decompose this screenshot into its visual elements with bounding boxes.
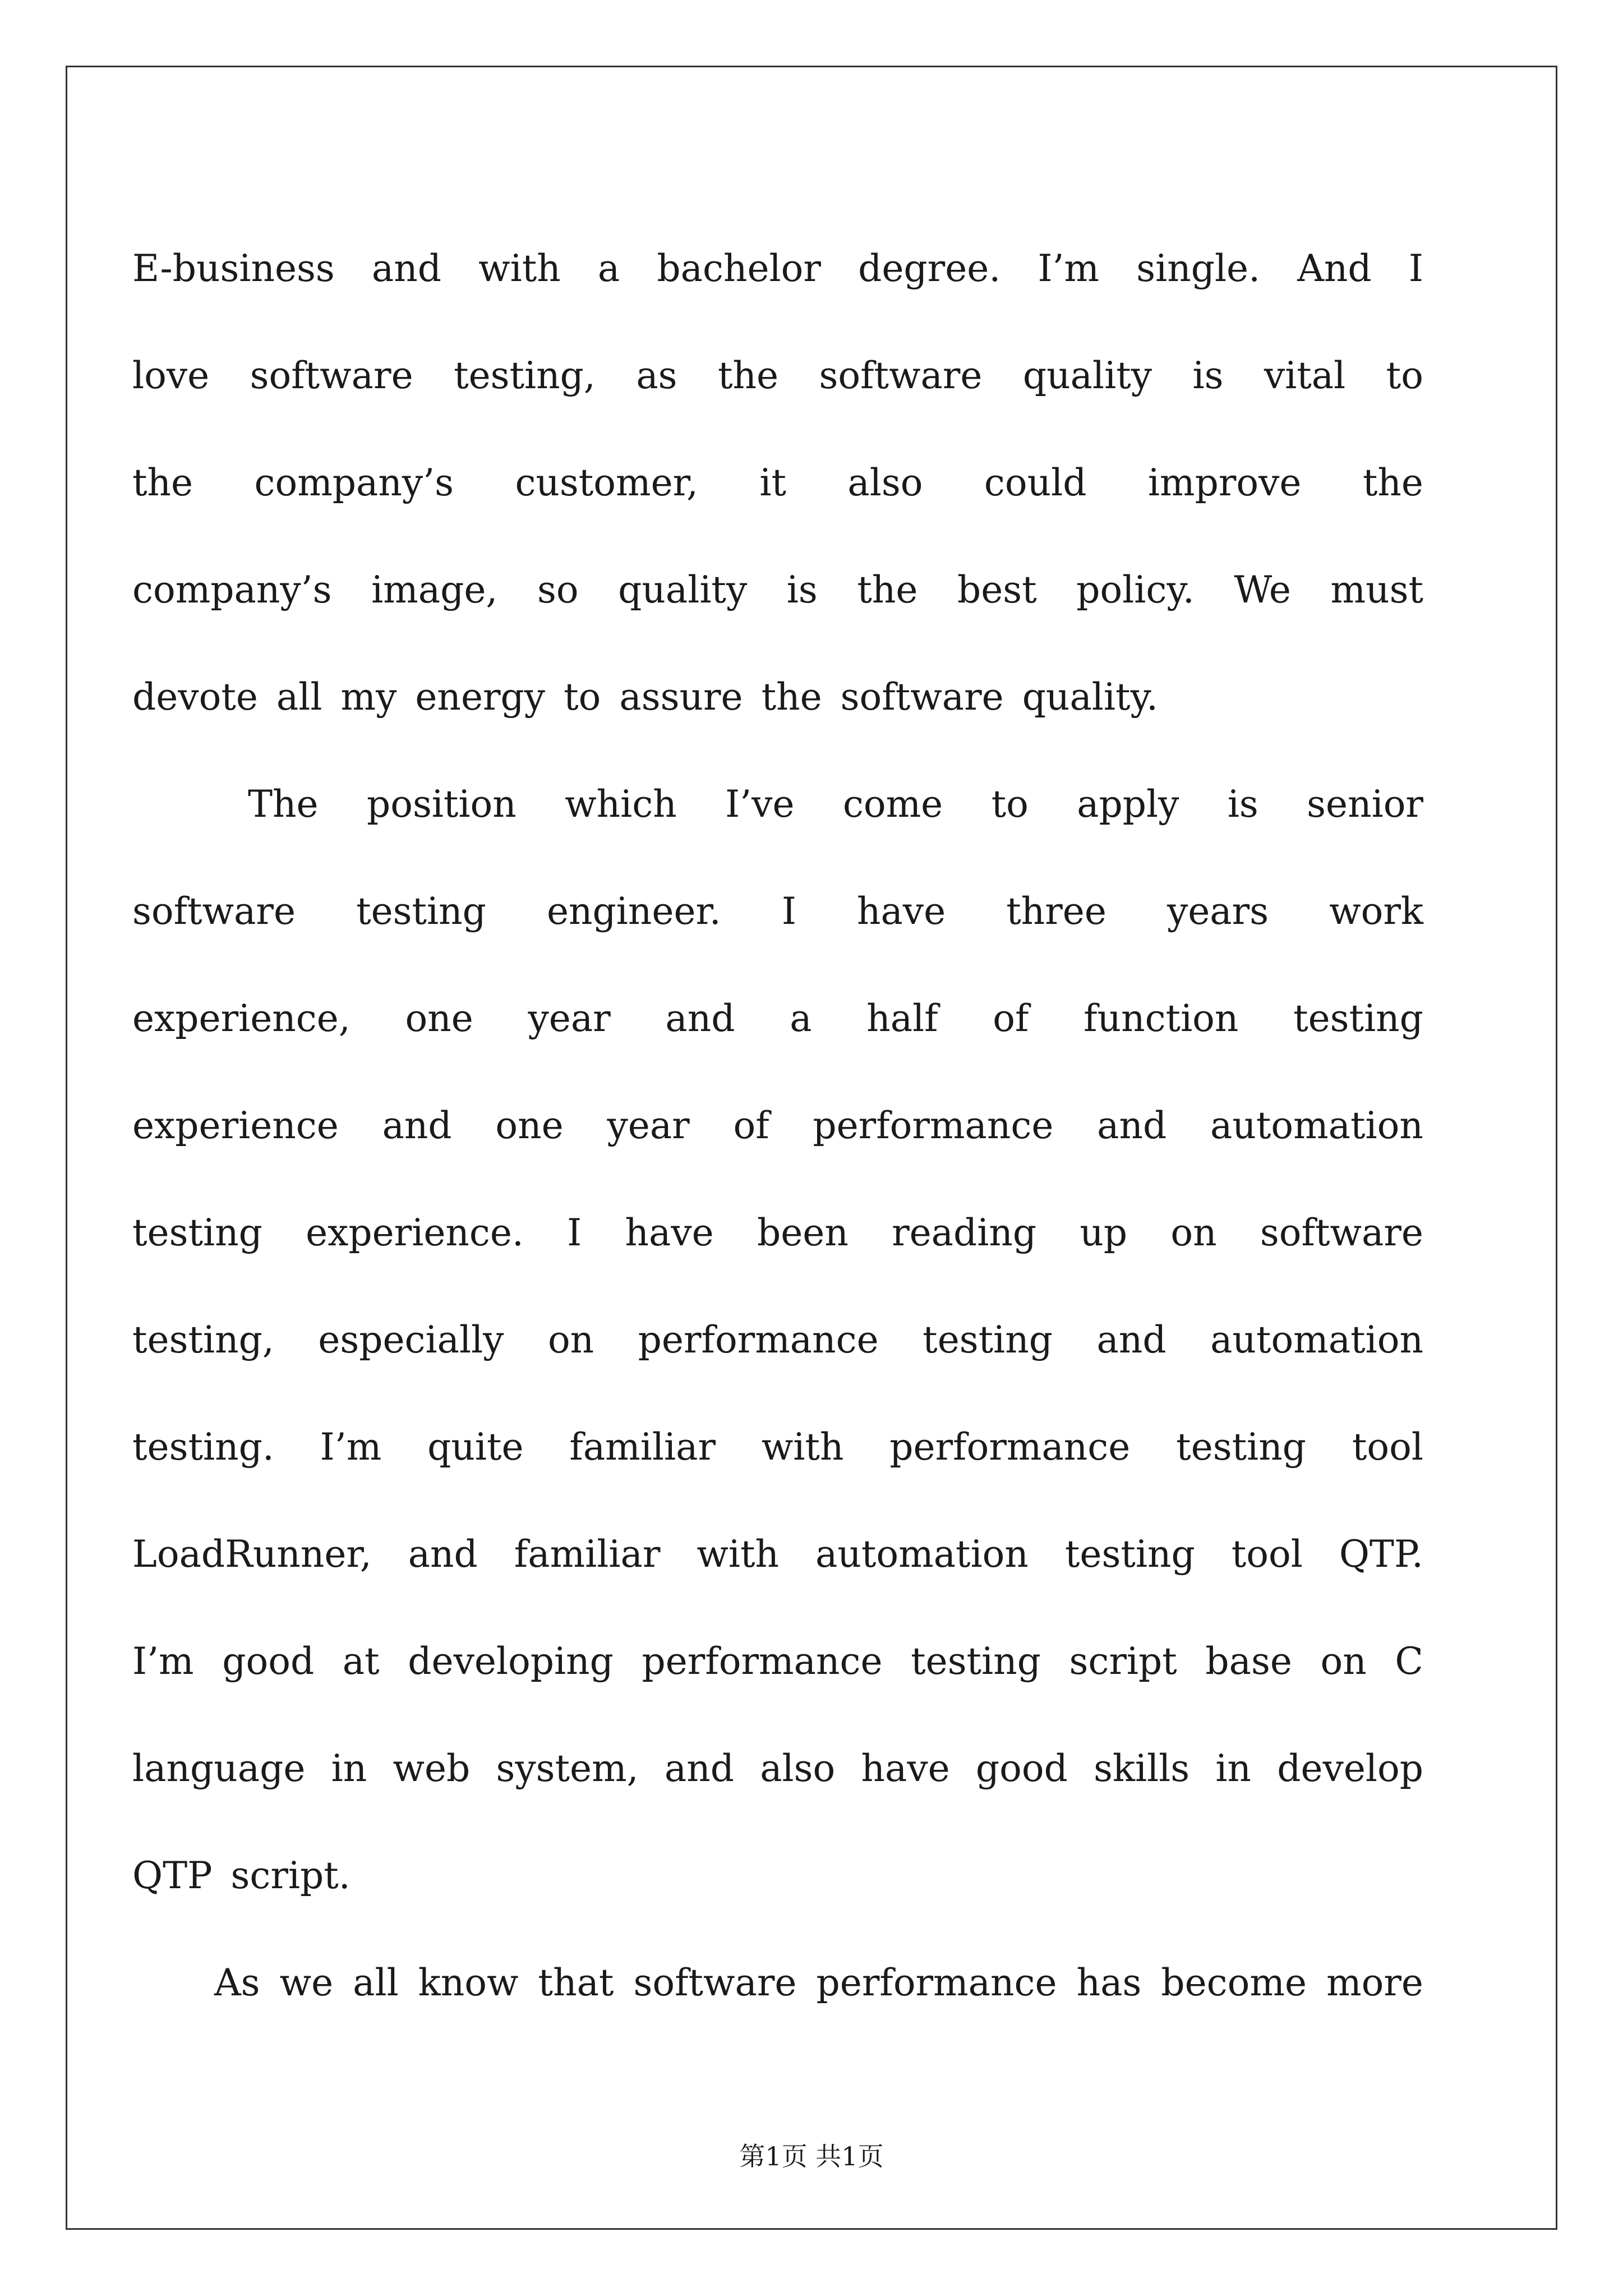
word: must <box>1330 568 1423 611</box>
word: The <box>248 783 319 826</box>
word: especially <box>318 1318 504 1361</box>
word: tool <box>1352 1425 1423 1469</box>
word: and <box>1096 1318 1166 1361</box>
word: quite <box>427 1425 524 1469</box>
word: As <box>214 1961 260 2004</box>
text-line <box>132 1929 1423 2036</box>
word: have <box>861 1747 950 1790</box>
text-line <box>132 1393 1423 1501</box>
word: automation <box>1210 1104 1423 1147</box>
word: that <box>538 1961 614 2004</box>
word: more <box>1326 1961 1423 2004</box>
word: We <box>1234 568 1291 611</box>
word: testing <box>356 890 486 933</box>
word: and <box>371 247 441 290</box>
word: LoadRunner, <box>132 1533 372 1576</box>
word: my <box>340 675 397 719</box>
word: good <box>975 1747 1068 1790</box>
word: best <box>957 568 1037 611</box>
word: the <box>132 461 193 504</box>
word: with <box>761 1425 844 1469</box>
word: I <box>781 890 796 933</box>
word: of <box>993 997 1029 1040</box>
word: base <box>1205 1640 1292 1683</box>
word: to <box>991 783 1029 826</box>
word: function <box>1083 997 1239 1040</box>
word: bachelor <box>657 247 821 290</box>
word: company’s <box>254 461 454 504</box>
word: performance <box>642 1640 883 1683</box>
word: experience. <box>306 1211 524 1254</box>
word: work <box>1329 890 1423 933</box>
word: years <box>1166 890 1269 933</box>
word: script <box>1069 1640 1177 1683</box>
word: and <box>1097 1104 1167 1147</box>
word: the <box>761 675 822 719</box>
word: energy <box>415 675 546 719</box>
word: devote <box>132 675 258 719</box>
word: software <box>1260 1211 1423 1254</box>
word: customer, <box>515 461 698 504</box>
word: testing <box>1293 997 1423 1040</box>
word: have <box>625 1211 714 1254</box>
page-number-footer: 第1页 共1页 <box>739 2141 884 2171</box>
word: develop <box>1277 1747 1423 1790</box>
word: I’ve <box>725 783 795 826</box>
word: software <box>132 890 296 933</box>
word: the <box>717 354 779 397</box>
word: all <box>353 1961 399 2004</box>
word: skills <box>1094 1747 1190 1790</box>
word: engineer. <box>546 890 721 933</box>
word: also <box>847 461 923 504</box>
word: developing <box>408 1640 614 1683</box>
text-line <box>132 1179 1423 1286</box>
word: in <box>1215 1747 1251 1790</box>
word: degree. <box>858 247 1001 290</box>
word: quality <box>1022 354 1152 397</box>
word: testing, <box>454 354 596 397</box>
word: to <box>1386 354 1423 397</box>
text-line <box>132 536 1423 643</box>
word: all <box>276 675 322 719</box>
word: on <box>1320 1640 1367 1683</box>
word: year <box>528 997 611 1040</box>
word: testing <box>923 1318 1053 1361</box>
word: I’m <box>320 1425 382 1469</box>
word: E-business <box>132 247 335 290</box>
word: single. <box>1136 247 1261 290</box>
word: software <box>819 354 983 397</box>
word: one <box>405 997 473 1040</box>
word: I’m <box>1038 247 1100 290</box>
word: testing <box>1064 1533 1195 1576</box>
text-line <box>132 1286 1423 1393</box>
word: on <box>1170 1211 1217 1254</box>
word: senior <box>1307 783 1423 826</box>
word: software <box>633 1961 797 2004</box>
word: half <box>866 997 938 1040</box>
word: have <box>856 890 946 933</box>
word: to <box>564 675 601 719</box>
word: one <box>495 1104 564 1147</box>
word: quality <box>618 568 748 611</box>
text-line <box>132 1072 1423 1179</box>
word: year <box>607 1104 690 1147</box>
word: and <box>408 1533 478 1576</box>
word: the <box>857 568 918 611</box>
word: web <box>393 1747 471 1790</box>
word: automation <box>1210 1318 1423 1361</box>
word: quality. <box>1022 675 1159 719</box>
text-line <box>132 1715 1423 1822</box>
word: testing, <box>132 1318 274 1361</box>
word: as <box>636 354 677 397</box>
word: And <box>1297 247 1372 290</box>
word: a <box>597 247 620 290</box>
word: the <box>1362 461 1423 504</box>
word: and <box>664 1747 734 1790</box>
word: testing <box>911 1640 1041 1683</box>
word: testing <box>132 1211 262 1254</box>
text-line <box>132 322 1423 429</box>
text-line <box>132 643 1423 751</box>
word: is <box>1192 354 1224 397</box>
word: performance <box>638 1318 879 1361</box>
text-line <box>132 965 1423 1072</box>
text-line <box>132 1501 1423 1608</box>
word: tool <box>1231 1533 1303 1576</box>
word: which <box>565 783 677 826</box>
word: I’m <box>132 1640 194 1683</box>
word: assure <box>619 675 743 719</box>
word: performance <box>816 1961 1057 2004</box>
word: QTP. <box>1339 1533 1423 1576</box>
word: software <box>250 354 413 397</box>
word: a <box>790 997 812 1040</box>
text-line <box>132 429 1423 536</box>
word: QTP <box>132 1854 213 1897</box>
word: is <box>1227 783 1258 826</box>
text-line <box>132 215 1423 322</box>
word: policy. <box>1076 568 1195 611</box>
word: I <box>567 1211 582 1254</box>
word: it <box>759 461 787 504</box>
word: could <box>984 461 1087 504</box>
word: become <box>1161 1961 1307 2004</box>
word: familiar <box>569 1425 716 1469</box>
word: image, <box>371 568 498 611</box>
word: of <box>733 1104 769 1147</box>
word: so <box>537 568 579 611</box>
word: and <box>382 1104 452 1147</box>
word: been <box>757 1211 849 1254</box>
word: performance <box>813 1104 1054 1147</box>
word: system, <box>496 1747 639 1790</box>
word: improve <box>1147 461 1302 504</box>
text-line <box>132 1608 1423 1715</box>
word: also <box>760 1747 836 1790</box>
word: vital <box>1264 354 1346 397</box>
text-line <box>132 1822 1423 1929</box>
word: C <box>1395 1640 1423 1683</box>
word: software <box>840 675 1004 719</box>
word: with <box>478 247 561 290</box>
document-body <box>132 215 1423 2036</box>
word: testing <box>1176 1425 1307 1469</box>
word: familiar <box>514 1533 661 1576</box>
word: performance <box>889 1425 1131 1469</box>
word: has <box>1076 1961 1142 2004</box>
word: I <box>1408 247 1423 290</box>
word: company’s <box>132 568 332 611</box>
word: at <box>342 1640 380 1683</box>
word: come <box>842 783 943 826</box>
word: on <box>547 1318 594 1361</box>
word: in <box>331 1747 367 1790</box>
word: love <box>132 354 210 397</box>
text-line <box>132 751 1423 858</box>
word: experience <box>132 1104 339 1147</box>
word: up <box>1080 1211 1128 1254</box>
word: know <box>418 1961 519 2004</box>
word: apply <box>1077 783 1179 826</box>
word: language <box>132 1747 306 1790</box>
word: position <box>366 783 517 826</box>
word: with <box>697 1533 780 1576</box>
word: three <box>1006 890 1106 933</box>
word: experience, <box>132 997 351 1040</box>
word: and <box>665 997 735 1040</box>
word: script. <box>230 1854 351 1897</box>
word: we <box>279 1961 334 2004</box>
word: reading <box>892 1211 1037 1254</box>
word: good <box>222 1640 315 1683</box>
word: testing. <box>132 1425 274 1469</box>
word: automation <box>815 1533 1029 1576</box>
text-line <box>132 858 1423 965</box>
word: is <box>786 568 818 611</box>
